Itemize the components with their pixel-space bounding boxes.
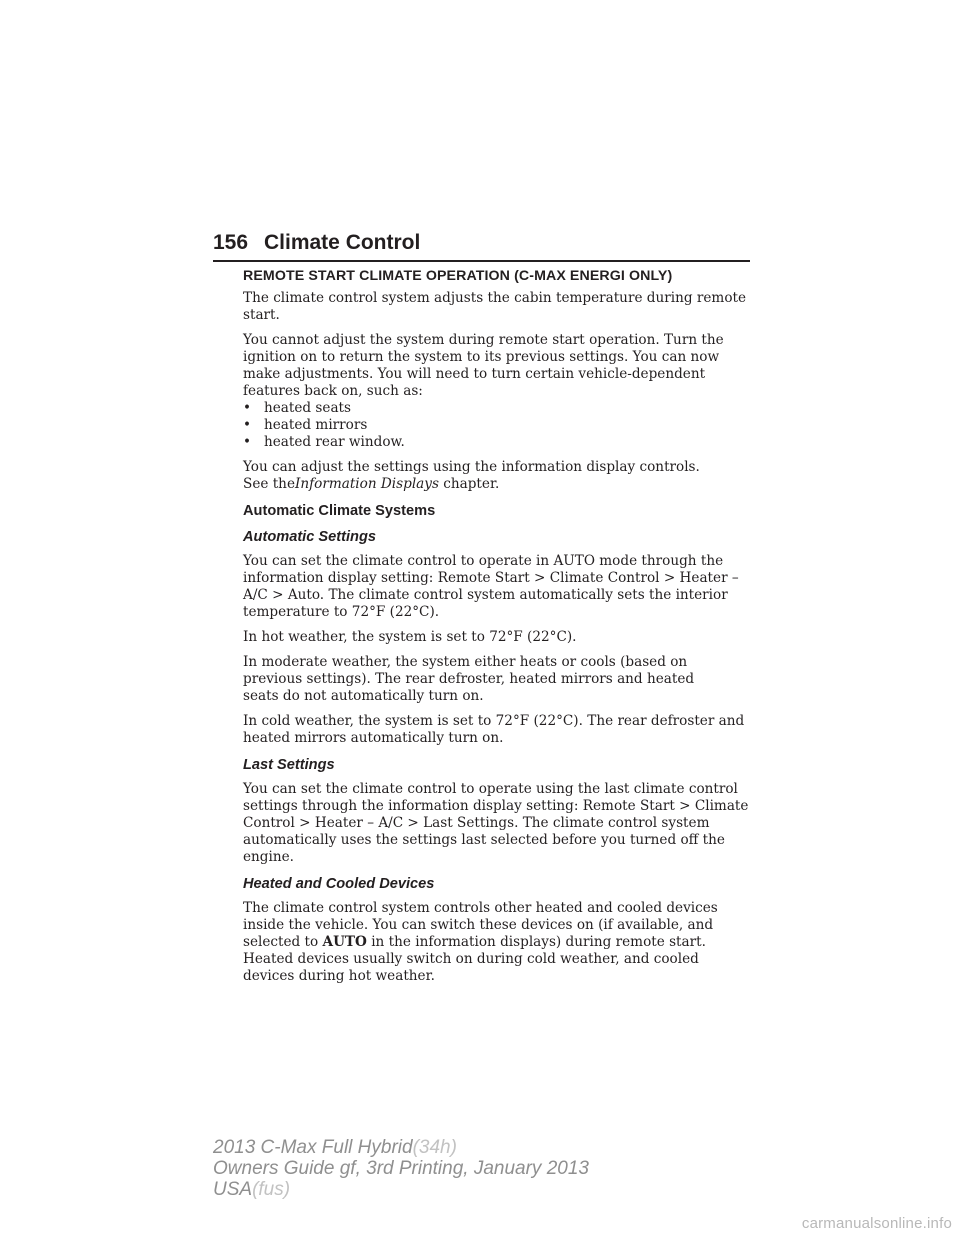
chapter-reference: Information Displays: [295, 476, 439, 492]
list-item: • heated seats: [243, 400, 351, 416]
paragraph-cold-weather: In cold weather, the system is set to 72°F (22°C). The rear defroster and heated mirrors automatically turn on.: [243, 713, 745, 746]
subheading-automatic-settings: Automatic Settings: [243, 529, 376, 545]
watermark-text: carmanualsonline.info: [801, 1215, 952, 1232]
document-footer: [213, 1137, 589, 1200]
paragraph-auto-mode: You can set the climate control to operate in AUTO mode through the information display setting: Remote Start > Climate Control > Heater – A/C > Auto. The climate control system automatically sets the interior temperature to 72°F (22°C).: [243, 553, 739, 620]
auto-setting: AUTO: [322, 934, 367, 950]
page-content: [243, 266, 755, 993]
page-header: [213, 228, 750, 262]
footer-line-printing: Owners Guide gf, 3rd Printing, January 2013: [213, 1158, 589, 1179]
footer-line-model: 2013 C-Max Full Hybrid(34h): [213, 1137, 457, 1158]
footer-line-market: USA(fus): [213, 1179, 291, 1200]
feature-list: [243, 400, 755, 451]
section-heading: Automatic Climate Systems: [243, 503, 436, 519]
page-number: 156: [213, 231, 249, 254]
paragraph-intro: The climate control system adjusts the cabin temperature during remote start.: [243, 290, 747, 323]
list-item: • heated mirrors: [243, 417, 368, 433]
subheading-last-settings: Last Settings: [243, 757, 335, 773]
main-heading: REMOTE START CLIMATE OPERATION (C-MAX ENERGI ONLY): [243, 268, 673, 284]
paragraph-settings: You can adjust the settings using the information display controls. See theInformation Displays chapter.: [243, 459, 700, 492]
list-item: • heated rear window.: [243, 434, 405, 450]
paragraph-adjust: You cannot adjust the system during remote start operation. Turn the ignition on to return the system to its previous settings. You can now make adjustments. You will need to turn certain vehicle-dependent features back on, such as:: [243, 332, 724, 399]
bullet-icon: •: [243, 400, 252, 416]
paragraph-moderate-weather: In moderate weather, the system either heats or cools (based on previous settings). The rear defroster, heated mirrors and heated seats do not automatically turn on.: [243, 654, 695, 704]
paragraph-devices: The climate control system controls other heated and cooled devices inside the vehicle. You can switch these devices on (if available, and selected to AUTO in the information displays) during remote start. Heated devices usually switch on during cold weather, and cooled devices during hot weather.: [243, 900, 718, 984]
bullet-icon: •: [243, 417, 252, 433]
chapter-title: Climate Control: [264, 231, 421, 254]
subheading-heated-cooled: Heated and Cooled Devices: [243, 876, 435, 892]
bullet-icon: •: [243, 434, 252, 450]
paragraph-hot-weather: In hot weather, the system is set to 72°F (22°C).: [243, 629, 577, 645]
paragraph-last-settings: You can set the climate control to operate using the last climate control settings through the information display setting: Remote Start > Climate Control > Heater – A/C > Last Settings. The climate control system automatically uses the settings last selected before you turned off the engine.: [243, 781, 749, 865]
